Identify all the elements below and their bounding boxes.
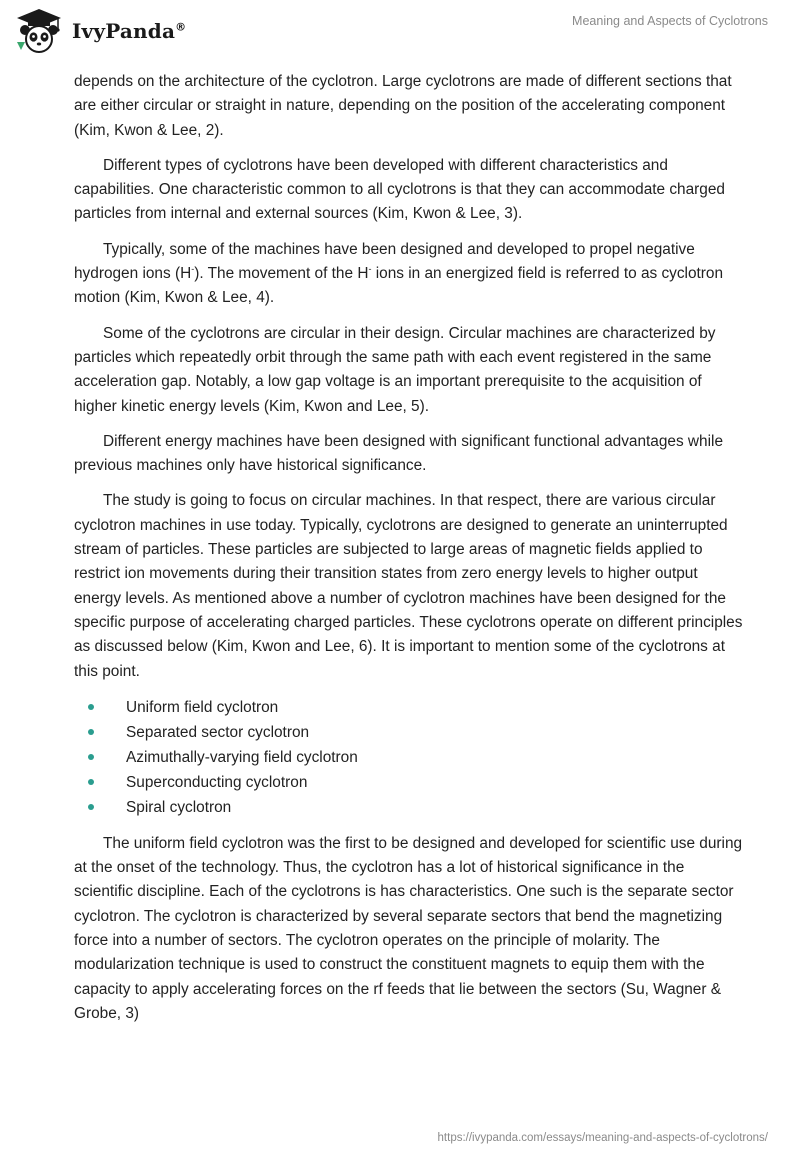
list-item-label: Spiral cyclotron <box>126 798 232 816</box>
paragraph-6: The uniform field cyclotron was the first to be designed and developed for scientific use during at the onset of the technology. Thus, the cyclotron has a lot of historical significance in the scientific discipline. Each of the cyclotrons is has characteristics. One such is the separate sector cyclotron. The cyclotron is characterized by several separate sectors that bend the magnetizing force into a number of sectors. The cyclotron operates on the principle of molarity. The modularization technique is used to construct the constituent magnets to equip them with the capacity to apply accelerating forces on the rf feeds that lie between the sectors (Su, Wagner & Grobe, 3) <box>74 834 743 1022</box>
ivypanda-logo[interactable] <box>14 6 186 56</box>
cyclotron-list <box>74 695 744 820</box>
bullet-dot-icon <box>88 704 94 710</box>
list-item <box>74 795 744 820</box>
bullet-dot-icon <box>88 779 94 785</box>
list-item-label: Separated sector cyclotron <box>126 723 310 741</box>
list-item <box>74 695 744 720</box>
document-title: Meaning and Aspects of Cyclotrons <box>572 14 768 28</box>
list-item <box>74 720 744 745</box>
source-url[interactable]: https://ivypanda.com/essays/meaning-and-aspects-of-cyclotrons/ <box>437 1132 768 1144</box>
paragraph-5: The study is going to focus on circular machines. In that respect, there are various circular cyclotron machines in use today. Typically, cyclotrons are designed to generate an uninterrupted stream of particles. These particles are subjected to large areas of magnetic fields applied to restrict ion movements during their transition states from zero energy levels to higher output energy levels. As mentioned above a number of cyclotron machines have been designed for the specific purpose of accelerating charged particles. These cyclotrons operate on different principles as discussed below (Kim, Kwon and Lee, 6). It is important to mention some of the cyclotrons at this point. <box>74 492 743 680</box>
superscript-minus: - <box>191 263 195 274</box>
panda-graduate-icon <box>14 6 64 56</box>
paragraph-2-part-a: Typically, some of the machines have been designed and developed to propel negative hydrogen ions (H <box>74 240 695 283</box>
paragraph-2 <box>74 238 744 311</box>
paragraph-0: depends on the architecture of the cyclotron. Large cyclotrons are made of different sections that are either circular or straight in nature, depending on the position of the accelerating component (Kim, Kwon & Lee, 2). <box>74 73 732 139</box>
logo-name: IvyPanda <box>72 19 176 43</box>
paragraph-1: Different types of cyclotrons have been developed with different characteristics and capabilities. One characteristic common to all cyclotrons is that they can accommodate charged particles from internal and external sources (Kim, Kwon & Lee, 3). <box>74 156 725 223</box>
list-item <box>74 770 744 795</box>
bullet-dot-icon <box>88 754 94 760</box>
paragraph-4: Different energy machines have been designed with significant functional advantages while previous machines only have historical significance. <box>74 432 724 475</box>
page-header <box>0 0 800 66</box>
list-item-label: Uniform field cyclotron <box>126 698 279 716</box>
bullet-dot-icon <box>88 729 94 735</box>
logo-wordmark <box>72 19 186 43</box>
paragraph-3: Some of the cyclotrons are circular in their design. Circular machines are characterized by particles which repeatedly orbit through the same path with each event registered in the same acceleration gap. Notably, a low gap voltage is an important prerequisite to the acquisition of higher kinetic energy levels (Kim, Kwon and Lee, 5). <box>74 324 716 415</box>
essay-body <box>74 70 744 1037</box>
paragraph-2-part-c: ions in an energized field is referred to as cyclotron motion (Kim, Kwon & Lee, 4). <box>74 265 724 307</box>
paragraph-2-part-b: ). The movement of the H <box>194 265 369 283</box>
list-item <box>74 745 744 770</box>
bullet-dot-icon <box>88 804 94 810</box>
superscript-minus: - <box>368 263 372 274</box>
list-item-label: Superconducting cyclotron <box>126 773 308 791</box>
registered-mark: ® <box>175 20 187 34</box>
list-item-label: Azimuthally-varying field cyclotron <box>126 748 358 766</box>
